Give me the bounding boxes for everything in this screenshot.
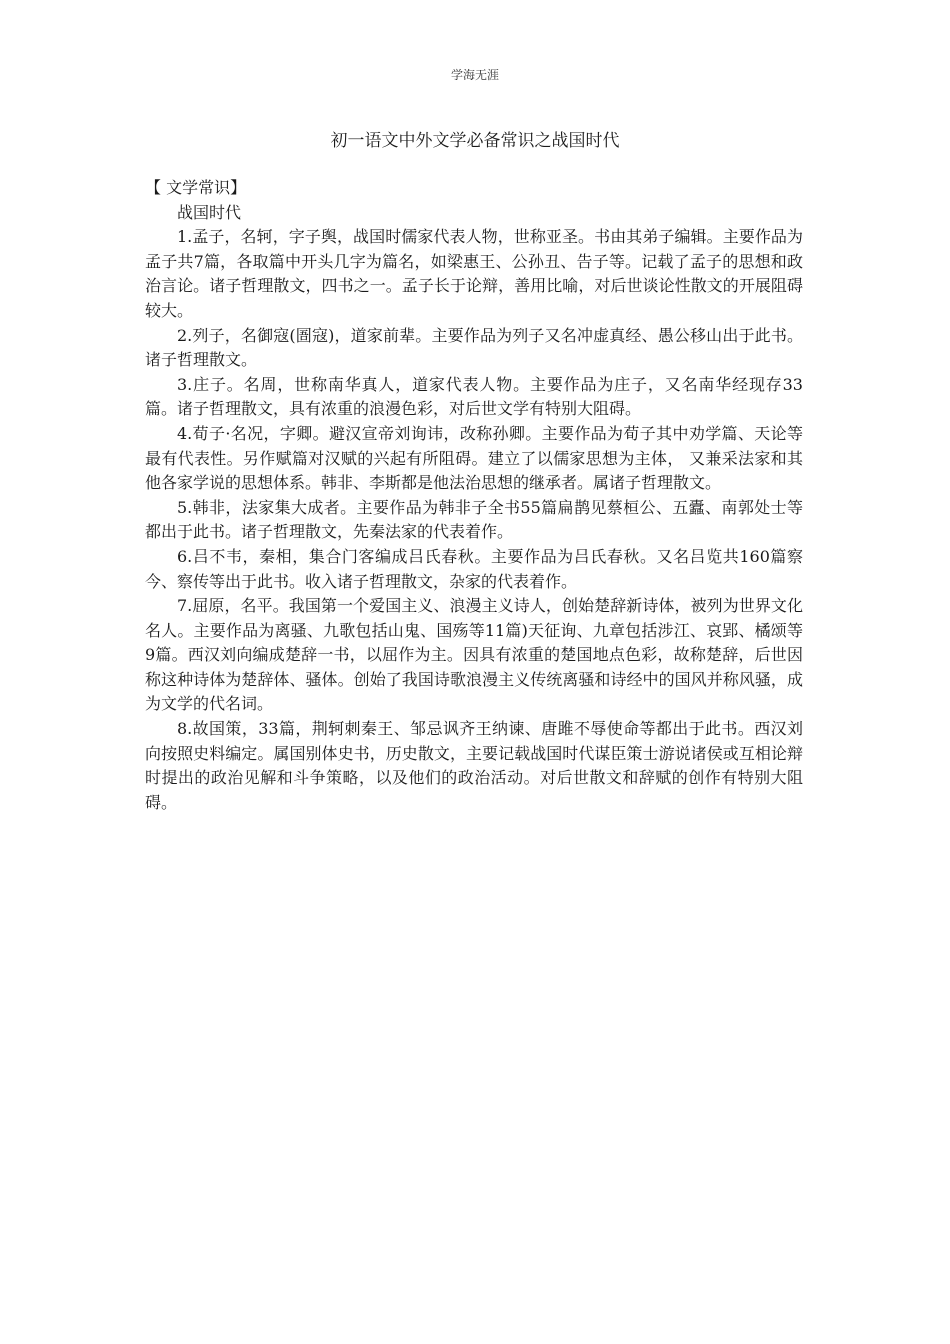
document-body [145,176,803,815]
page-header: 学海无涯 [450,68,499,82]
paragraph-zhanguoce: 8.故国策，33篇，荆轲刺秦王、邹忌讽齐王纳谏、唐雎不辱使命等都出于此书。西汉刘向按照史料编定。属国别体史书，历史散文，主要记载战国时代谋臣策士游说诸侯或互相论辩时提出的政治见解和斗争策略，以及他们的政治活动。对后世散文和辞赋的创作有特别大阻碍。 [145,719,803,812]
paragraph-xunzi: 4.荀子·名况，字卿。避汉宣帝刘询讳，改称孙卿。主要作品为荀子其中劝学篇、天论等最有代表性。另作赋篇对汉赋的兴起有所阻碍。建立了以儒家思想为主体， 又兼采法家和其他各家学说的思想体系。韩非、李斯都是他法治思想的继承者。属诸子哲理散文。 [145,423,803,493]
paragraph-quyuan: 7.屈原，名平。我国第一个爱国主义、浪漫主义诗人，创始楚辞新诗体，被列为世界文化名人。主要作品为离骚、九歌包括山鬼、国殇等11篇)天征询、九章包括涉江、哀郢、橘颂等9篇。西汉刘向编成楚辞一书，以屈作为主。因具有浓重的楚国地点色彩，故称楚辞，后世因称这种诗体为楚辞体、骚体。创始了我国诗歌浪漫主义传统离骚和诗经中的国风并称风骚，成为文学的代名词。 [145,596,803,714]
section-heading: 【 文学常识】 [145,178,247,197]
paragraph-hanfei: 5.韩非，法家集大成者。主要作品为韩非子全书55篇扁鹊见蔡桓公、五蠹、南郭处士等都出于此书。诸子哲理散文，先秦法家的代表着作。 [145,497,803,542]
paragraph-mencius: 1.孟子，名轲，字子舆，战国时儒家代表人物，世称亚圣。书由其弟子编辑。主要作品为孟子共7篇，各取篇中开头几字为篇名，如梁惠王、公孙丑、告子等。记载了孟子的思想和政治言论。诸子哲理散文，四书之一。孟子长于论辩，善用比喻，对后世谈论性散文的开展阻碍较大。 [145,227,803,320]
paragraph-liezi: 2.列子，名御寇(圄寇)，道家前辈。主要作品为列子又名冲虚真经、愚公移山出于此书。诸子哲理散文。 [145,325,803,370]
document-title: 初一语文中外文学必备常识之战国时代 [330,131,620,151]
paragraph-lvbuwei: 6.吕不韦，秦相，集合门客编成吕氏春秋。主要作品为吕氏春秋。又名吕览共160篇察今、察传等出于此书。收入诸子哲理散文，杂家的代表着作。 [145,546,803,591]
paragraph-zhuangzi: 3.庄子。名周，世称南华真人，道家代表人物。主要作品为庄子，又名南华经现存33篇。诸子哲理散文，具有浓重的浪漫色彩，对后世文学有特别大阻碍。 [145,374,803,419]
subheading: 战国时代 [177,202,242,222]
